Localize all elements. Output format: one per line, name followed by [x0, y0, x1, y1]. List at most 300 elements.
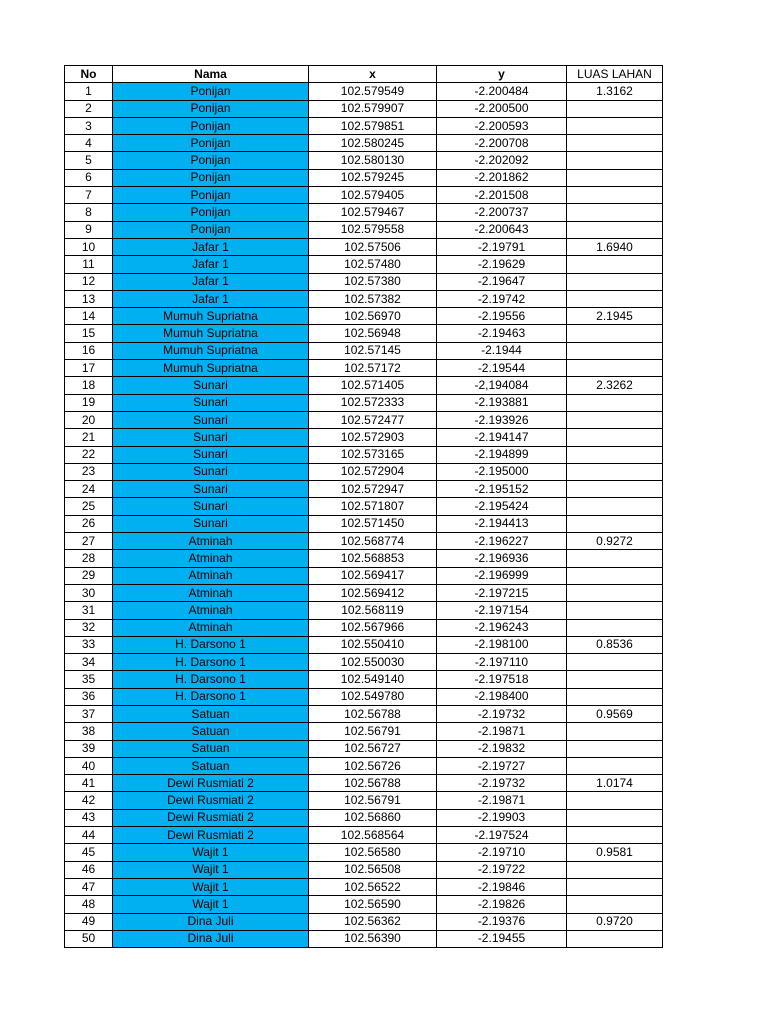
cell-x[interactable]: 102.56860	[309, 809, 437, 826]
cell-y[interactable]: -2,194084	[437, 377, 567, 394]
cell-nama[interactable]: Sunari	[113, 481, 309, 498]
cell-no[interactable]: 35	[65, 671, 113, 688]
cell-y[interactable]: -2.19463	[437, 325, 567, 342]
table-row	[65, 446, 663, 463]
header-row	[65, 66, 663, 83]
table-row	[65, 360, 663, 377]
cell-luas-lahan[interactable]: 1.6940	[567, 238, 663, 255]
cell-x[interactable]: 102.569412	[309, 584, 437, 601]
cell-x[interactable]: 102.579405	[309, 187, 437, 204]
cell-y[interactable]: -2.200643	[437, 221, 567, 238]
table-row	[65, 187, 663, 204]
cell-y[interactable]: -2.193881	[437, 394, 567, 411]
cell-luas-lahan[interactable]: 0.9272	[567, 533, 663, 550]
cell-nama[interactable]: Satuan	[113, 740, 309, 757]
cell-luas-lahan[interactable]	[567, 584, 663, 601]
cell-no[interactable]: 50	[65, 930, 113, 947]
cell-no[interactable]: 19	[65, 394, 113, 411]
cell-x[interactable]: 102.579549	[309, 83, 437, 100]
cell-y[interactable]: -2.200708	[437, 135, 567, 152]
cell-nama[interactable]: Sunari	[113, 515, 309, 532]
cell-nama[interactable]: Sunari	[113, 411, 309, 428]
cell-luas-lahan[interactable]	[567, 567, 663, 584]
cell-no[interactable]: 28	[65, 550, 113, 567]
cell-x[interactable]: 102.568853	[309, 550, 437, 567]
cell-luas-lahan[interactable]	[567, 930, 663, 947]
cell-no[interactable]: 38	[65, 723, 113, 740]
cell-x[interactable]: 102.56788	[309, 705, 437, 722]
cell-x[interactable]: 102.56522	[309, 878, 437, 895]
cell-x[interactable]: 102.569417	[309, 567, 437, 584]
cell-no[interactable]: 39	[65, 740, 113, 757]
cell-x[interactable]: 102.579907	[309, 100, 437, 117]
cell-nama[interactable]: Dewi Rusmiati 2	[113, 775, 309, 792]
cell-x[interactable]: 102.56580	[309, 844, 437, 861]
table-row	[65, 308, 663, 325]
cell-no[interactable]: 47	[65, 878, 113, 895]
cell-y[interactable]: -2.19791	[437, 238, 567, 255]
cell-luas-lahan[interactable]	[567, 809, 663, 826]
cell-nama[interactable]: Atminah	[113, 533, 309, 550]
cell-luas-lahan[interactable]	[567, 360, 663, 377]
cell-x[interactable]: 102.56788	[309, 775, 437, 792]
cell-nama[interactable]: H. Darsono 1	[113, 671, 309, 688]
cell-y[interactable]: -2.197518	[437, 671, 567, 688]
cell-nama[interactable]: Ponijan	[113, 169, 309, 186]
cell-y[interactable]: -2.197154	[437, 602, 567, 619]
cell-luas-lahan[interactable]	[567, 602, 663, 619]
cell-nama[interactable]: Jafar 1	[113, 273, 309, 290]
cell-x[interactable]: 102.56590	[309, 896, 437, 913]
cell-no[interactable]: 14	[65, 308, 113, 325]
cell-nama[interactable]: Dina Juli	[113, 930, 309, 947]
cell-no[interactable]: 27	[65, 533, 113, 550]
cell-luas-lahan[interactable]	[567, 187, 663, 204]
table-row	[65, 844, 663, 861]
table-row	[65, 411, 663, 428]
cell-y[interactable]: -2.196243	[437, 619, 567, 636]
table-row	[65, 290, 663, 307]
cell-y[interactable]: -2.19732	[437, 775, 567, 792]
cell-y[interactable]: -2.19727	[437, 757, 567, 774]
cell-luas-lahan[interactable]	[567, 757, 663, 774]
cell-nama[interactable]: Dewi Rusmiati 2	[113, 792, 309, 809]
cell-no[interactable]: 30	[65, 584, 113, 601]
cell-y[interactable]: -2.195424	[437, 498, 567, 515]
cell-y[interactable]: -2.196999	[437, 567, 567, 584]
cell-nama[interactable]: Wajit 1	[113, 878, 309, 895]
cell-x[interactable]: 102.550410	[309, 636, 437, 653]
cell-luas-lahan[interactable]: 0.9569	[567, 705, 663, 722]
cell-y[interactable]: -2.197110	[437, 654, 567, 671]
cell-y[interactable]: -2.19376	[437, 913, 567, 930]
table-row	[65, 481, 663, 498]
cell-y[interactable]: -2.1944	[437, 342, 567, 359]
table-row	[65, 238, 663, 255]
cell-y[interactable]: -2.195000	[437, 463, 567, 480]
cell-luas-lahan[interactable]	[567, 723, 663, 740]
cell-x[interactable]: 102.568774	[309, 533, 437, 550]
cell-nama[interactable]: Ponijan	[113, 187, 309, 204]
cell-luas-lahan[interactable]: 1.0174	[567, 775, 663, 792]
cell-x[interactable]: 102.57480	[309, 256, 437, 273]
cell-x[interactable]: 102.56970	[309, 308, 437, 325]
cell-nama[interactable]: Mumuh Supriatna	[113, 342, 309, 359]
cell-y[interactable]: -2.197524	[437, 827, 567, 844]
cell-luas-lahan[interactable]	[567, 325, 663, 342]
table-row	[65, 342, 663, 359]
cell-y[interactable]: -2.19455	[437, 930, 567, 947]
cell-luas-lahan[interactable]	[567, 204, 663, 221]
table-row	[65, 169, 663, 186]
cell-y[interactable]: -2.19544	[437, 360, 567, 377]
table-row	[65, 273, 663, 290]
cell-no[interactable]: 34	[65, 654, 113, 671]
cell-x[interactable]: 102.550030	[309, 654, 437, 671]
coordinates-table	[64, 65, 663, 948]
cell-no[interactable]: 12	[65, 273, 113, 290]
cell-no[interactable]: 1	[65, 83, 113, 100]
cell-luas-lahan[interactable]	[567, 515, 663, 532]
table-row	[65, 792, 663, 809]
table-row	[65, 117, 663, 134]
cell-y[interactable]: -2.19732	[437, 705, 567, 722]
cell-luas-lahan[interactable]	[567, 619, 663, 636]
cell-y[interactable]: -2.194899	[437, 446, 567, 463]
cell-nama[interactable]: H. Darsono 1	[113, 636, 309, 653]
cell-no[interactable]: 24	[65, 481, 113, 498]
cell-luas-lahan[interactable]	[567, 688, 663, 705]
cell-no[interactable]: 45	[65, 844, 113, 861]
cell-luas-lahan[interactable]	[567, 827, 663, 844]
cell-y[interactable]: -2.19647	[437, 273, 567, 290]
cell-no[interactable]: 7	[65, 187, 113, 204]
cell-x[interactable]: 102.579558	[309, 221, 437, 238]
cell-y[interactable]: -2.198100	[437, 636, 567, 653]
table-row	[65, 809, 663, 826]
cell-x[interactable]: 102.56362	[309, 913, 437, 930]
cell-y[interactable]: -2.19871	[437, 792, 567, 809]
cell-no[interactable]: 8	[65, 204, 113, 221]
cell-nama[interactable]: Wajit 1	[113, 861, 309, 878]
table-row	[65, 325, 663, 342]
cell-nama[interactable]: H. Darsono 1	[113, 654, 309, 671]
cell-nama[interactable]: Ponijan	[113, 83, 309, 100]
cell-no[interactable]: 17	[65, 360, 113, 377]
table-body	[65, 83, 663, 948]
cell-no[interactable]: 32	[65, 619, 113, 636]
cell-no[interactable]: 16	[65, 342, 113, 359]
cell-x[interactable]: 102.549140	[309, 671, 437, 688]
cell-x[interactable]: 102.571807	[309, 498, 437, 515]
cell-y[interactable]: -2.200500	[437, 100, 567, 117]
cell-y[interactable]: -2.19710	[437, 844, 567, 861]
cell-x[interactable]: 102.579245	[309, 169, 437, 186]
cell-luas-lahan[interactable]	[567, 273, 663, 290]
cell-no[interactable]: 22	[65, 446, 113, 463]
table-row	[65, 221, 663, 238]
cell-luas-lahan[interactable]: 1.3162	[567, 83, 663, 100]
table-row	[65, 584, 663, 601]
cell-luas-lahan[interactable]: 0.8536	[567, 636, 663, 653]
cell-luas-lahan[interactable]	[567, 896, 663, 913]
cell-nama[interactable]: Dina Juli	[113, 913, 309, 930]
cell-nama[interactable]: Mumuh Supriatna	[113, 325, 309, 342]
cell-luas-lahan[interactable]	[567, 394, 663, 411]
cell-nama[interactable]: Sunari	[113, 429, 309, 446]
cell-x[interactable]: 102.568564	[309, 827, 437, 844]
cell-luas-lahan[interactable]	[567, 100, 663, 117]
table-header	[65, 66, 663, 83]
cell-luas-lahan[interactable]: 2.3262	[567, 377, 663, 394]
table-row	[65, 636, 663, 653]
cell-luas-lahan[interactable]	[567, 169, 663, 186]
cell-no[interactable]: 13	[65, 290, 113, 307]
cell-nama[interactable]: Ponijan	[113, 221, 309, 238]
cell-no[interactable]: 23	[65, 463, 113, 480]
cell-y[interactable]: -2.194147	[437, 429, 567, 446]
table-row	[65, 83, 663, 100]
cell-x[interactable]: 102.579467	[309, 204, 437, 221]
cell-nama[interactable]: Jafar 1	[113, 256, 309, 273]
cell-nama[interactable]: Wajit 1	[113, 896, 309, 913]
cell-nama[interactable]: Atminah	[113, 584, 309, 601]
cell-luas-lahan[interactable]: 0.9720	[567, 913, 663, 930]
cell-luas-lahan[interactable]	[567, 792, 663, 809]
cell-x[interactable]: 102.56948	[309, 325, 437, 342]
cell-nama[interactable]: Jafar 1	[113, 238, 309, 255]
cell-nama[interactable]: Mumuh Supriatna	[113, 360, 309, 377]
cell-no[interactable]: 33	[65, 636, 113, 653]
table-row	[65, 377, 663, 394]
cell-x[interactable]: 102.57145	[309, 342, 437, 359]
cell-y[interactable]: -2.193926	[437, 411, 567, 428]
cell-x[interactable]: 102.57380	[309, 273, 437, 290]
cell-no[interactable]: 48	[65, 896, 113, 913]
cell-nama[interactable]: Atminah	[113, 619, 309, 636]
cell-y[interactable]: -2.19903	[437, 809, 567, 826]
cell-no[interactable]: 20	[65, 411, 113, 428]
table-row	[65, 429, 663, 446]
cell-y[interactable]: -2.19722	[437, 861, 567, 878]
table-row	[65, 619, 663, 636]
table-row	[65, 394, 663, 411]
cell-no[interactable]: 5	[65, 152, 113, 169]
cell-luas-lahan[interactable]	[567, 446, 663, 463]
cell-no[interactable]: 11	[65, 256, 113, 273]
cell-x[interactable]: 102.571405	[309, 377, 437, 394]
cell-nama[interactable]: Ponijan	[113, 100, 309, 117]
cell-x[interactable]: 102.56726	[309, 757, 437, 774]
cell-x[interactable]: 102.57382	[309, 290, 437, 307]
table-row	[65, 550, 663, 567]
cell-nama[interactable]: Satuan	[113, 757, 309, 774]
cell-x[interactable]: 102.580130	[309, 152, 437, 169]
cell-y[interactable]: -2.202092	[437, 152, 567, 169]
cell-no[interactable]: 40	[65, 757, 113, 774]
cell-y[interactable]: -2.19556	[437, 308, 567, 325]
table-row	[65, 654, 663, 671]
cell-nama[interactable]: Sunari	[113, 377, 309, 394]
cell-x[interactable]: 102.579851	[309, 117, 437, 134]
cell-luas-lahan[interactable]	[567, 463, 663, 480]
cell-nama[interactable]: Sunari	[113, 498, 309, 515]
table-row	[65, 100, 663, 117]
cell-no[interactable]: 42	[65, 792, 113, 809]
cell-x[interactable]: 102.580245	[309, 135, 437, 152]
cell-no[interactable]: 6	[65, 169, 113, 186]
cell-luas-lahan[interactable]	[567, 481, 663, 498]
cell-nama[interactable]: Atminah	[113, 550, 309, 567]
cell-nama[interactable]: Sunari	[113, 446, 309, 463]
cell-y[interactable]: -2.201508	[437, 187, 567, 204]
table-row	[65, 896, 663, 913]
cell-nama[interactable]: Atminah	[113, 567, 309, 584]
cell-nama[interactable]: Ponijan	[113, 135, 309, 152]
cell-nama[interactable]: Wajit 1	[113, 844, 309, 861]
table-row	[65, 705, 663, 722]
cell-x[interactable]: 102.571450	[309, 515, 437, 532]
cell-luas-lahan[interactable]	[567, 671, 663, 688]
cell-nama[interactable]: Mumuh Supriatna	[113, 308, 309, 325]
cell-no[interactable]: 10	[65, 238, 113, 255]
cell-no[interactable]: 21	[65, 429, 113, 446]
cell-y[interactable]: -2.200484	[437, 83, 567, 100]
cell-y[interactable]: -2.200737	[437, 204, 567, 221]
cell-x[interactable]: 102.56727	[309, 740, 437, 757]
cell-x[interactable]: 102.56791	[309, 792, 437, 809]
cell-luas-lahan[interactable]	[567, 152, 663, 169]
table-row	[65, 740, 663, 757]
cell-no[interactable]: 4	[65, 135, 113, 152]
header-nama[interactable]: Nama	[113, 66, 309, 83]
cell-no[interactable]: 49	[65, 913, 113, 930]
cell-nama[interactable]: Dewi Rusmiati 2	[113, 809, 309, 826]
cell-y[interactable]: -2.198400	[437, 688, 567, 705]
cell-y[interactable]: -2.19826	[437, 896, 567, 913]
cell-luas-lahan[interactable]: 0.9581	[567, 844, 663, 861]
cell-x[interactable]: 102.572947	[309, 481, 437, 498]
cell-no[interactable]: 46	[65, 861, 113, 878]
cell-x[interactable]: 102.57172	[309, 360, 437, 377]
header-no[interactable]: No	[65, 66, 113, 83]
cell-nama[interactable]: Satuan	[113, 705, 309, 722]
table-row	[65, 775, 663, 792]
cell-y[interactable]: -2.19742	[437, 290, 567, 307]
cell-x[interactable]: 102.568119	[309, 602, 437, 619]
cell-no[interactable]: 44	[65, 827, 113, 844]
cell-y[interactable]: -2.19629	[437, 256, 567, 273]
cell-no[interactable]: 15	[65, 325, 113, 342]
cell-luas-lahan[interactable]	[567, 550, 663, 567]
cell-y[interactable]: -2.19871	[437, 723, 567, 740]
cell-y[interactable]: -2.19846	[437, 878, 567, 895]
cell-x[interactable]: 102.567966	[309, 619, 437, 636]
table-row	[65, 913, 663, 930]
cell-no[interactable]: 43	[65, 809, 113, 826]
cell-x[interactable]: 102.549780	[309, 688, 437, 705]
header-y[interactable]: y	[437, 66, 567, 83]
cell-nama[interactable]: Sunari	[113, 394, 309, 411]
cell-no[interactable]: 36	[65, 688, 113, 705]
cell-no[interactable]: 26	[65, 515, 113, 532]
cell-no[interactable]: 37	[65, 705, 113, 722]
cell-nama[interactable]: H. Darsono 1	[113, 688, 309, 705]
cell-luas-lahan[interactable]	[567, 117, 663, 134]
cell-x[interactable]: 102.572333	[309, 394, 437, 411]
cell-luas-lahan[interactable]	[567, 256, 663, 273]
cell-no[interactable]: 25	[65, 498, 113, 515]
cell-nama[interactable]: Atminah	[113, 602, 309, 619]
cell-luas-lahan[interactable]	[567, 740, 663, 757]
cell-x[interactable]: 102.56791	[309, 723, 437, 740]
cell-y[interactable]: -2.200593	[437, 117, 567, 134]
cell-luas-lahan[interactable]	[567, 290, 663, 307]
cell-x[interactable]: 102.572477	[309, 411, 437, 428]
cell-y[interactable]: -2.194413	[437, 515, 567, 532]
cell-luas-lahan[interactable]	[567, 411, 663, 428]
cell-no[interactable]: 29	[65, 567, 113, 584]
cell-luas-lahan[interactable]	[567, 878, 663, 895]
cell-nama[interactable]: Jafar 1	[113, 290, 309, 307]
cell-y[interactable]: -2.197215	[437, 584, 567, 601]
cell-luas-lahan[interactable]	[567, 498, 663, 515]
cell-y[interactable]: -2.201862	[437, 169, 567, 186]
cell-x[interactable]: 102.56508	[309, 861, 437, 878]
table-row	[65, 152, 663, 169]
cell-nama[interactable]: Ponijan	[113, 204, 309, 221]
cell-no[interactable]: 9	[65, 221, 113, 238]
cell-luas-lahan[interactable]	[567, 135, 663, 152]
cell-nama[interactable]: Satuan	[113, 723, 309, 740]
cell-no[interactable]: 18	[65, 377, 113, 394]
cell-no[interactable]: 41	[65, 775, 113, 792]
cell-no[interactable]: 2	[65, 100, 113, 117]
cell-y[interactable]: -2.19832	[437, 740, 567, 757]
table-row	[65, 688, 663, 705]
cell-x[interactable]: 102.572904	[309, 463, 437, 480]
cell-luas-lahan[interactable]	[567, 654, 663, 671]
cell-x[interactable]: 102.56390	[309, 930, 437, 947]
header-x[interactable]: x	[309, 66, 437, 83]
cell-y[interactable]: -2.196936	[437, 550, 567, 567]
cell-luas-lahan[interactable]	[567, 861, 663, 878]
cell-x[interactable]: 102.57506	[309, 238, 437, 255]
cell-x[interactable]: 102.573165	[309, 446, 437, 463]
cell-nama[interactable]: Sunari	[113, 463, 309, 480]
table-row	[65, 498, 663, 515]
table-row	[65, 757, 663, 774]
table-row	[65, 533, 663, 550]
cell-y[interactable]: -2.195152	[437, 481, 567, 498]
table-row	[65, 515, 663, 532]
cell-nama[interactable]: Ponijan	[113, 117, 309, 134]
cell-no[interactable]: 31	[65, 602, 113, 619]
cell-luas-lahan[interactable]	[567, 342, 663, 359]
cell-no[interactable]: 3	[65, 117, 113, 134]
header-luas-lahan[interactable]: LUAS LAHAN	[567, 66, 663, 83]
table-row	[65, 204, 663, 221]
cell-nama[interactable]: Dewi Rusmiati 2	[113, 827, 309, 844]
cell-x[interactable]: 102.572903	[309, 429, 437, 446]
cell-luas-lahan[interactable]	[567, 221, 663, 238]
cell-luas-lahan[interactable]	[567, 429, 663, 446]
cell-y[interactable]: -2.196227	[437, 533, 567, 550]
table-row	[65, 602, 663, 619]
table-row	[65, 723, 663, 740]
cell-nama[interactable]: Ponijan	[113, 152, 309, 169]
cell-luas-lahan[interactable]: 2.1945	[567, 308, 663, 325]
